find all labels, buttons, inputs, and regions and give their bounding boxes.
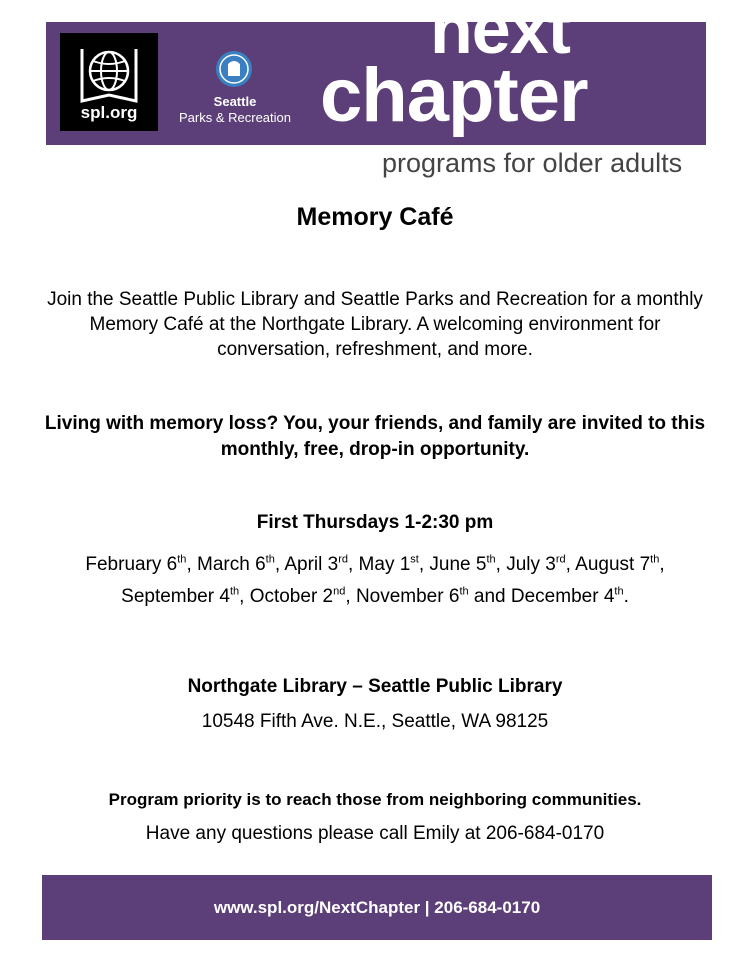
parks-recreation-logo (170, 50, 300, 130)
date-item (197, 554, 284, 575)
date-separator: , (495, 554, 507, 576)
invitation-paragraph: Living with memory loss? You, your friends, and family are invited to this monthly, free, drop-in opportunity. (44, 413, 706, 460)
date-ordinal: th (265, 554, 275, 566)
date-text: April 3 (284, 554, 339, 576)
date-item (85, 554, 197, 575)
page-title: Memory Café (296, 203, 454, 231)
date-item (506, 554, 575, 575)
date-text: February 6 (85, 554, 178, 576)
date-item (429, 554, 506, 575)
date-text: September 4 (121, 585, 230, 607)
date-separator: and (468, 585, 511, 607)
date-separator: , (659, 554, 665, 576)
contact-line: Have any questions please call Emily at 206-684-0170 (145, 823, 605, 844)
brand-word-next: next (430, 0, 570, 68)
date-text: December 4 (510, 585, 615, 607)
date-ordinal: st (410, 554, 419, 566)
date-ordinal: th (486, 554, 496, 566)
date-text: November 6 (355, 585, 460, 607)
date-separator: , (565, 554, 576, 576)
footer-bar: www.spl.org/NextChapter | 206-684-0170 (42, 875, 712, 940)
city-seal-icon (215, 50, 253, 88)
date-separator: , (418, 554, 430, 576)
date-separator: , (345, 585, 356, 607)
spl-logo (60, 33, 158, 131)
date-ordinal: nd (333, 585, 346, 598)
date-text: July 3 (506, 554, 556, 576)
date-text: June 5 (429, 554, 487, 576)
date-text: March 6 (197, 554, 266, 576)
spl-logo-text: spl.org (80, 103, 138, 122)
date-separator: , (239, 585, 250, 607)
venue-name: Northgate Library – Seattle Public Library (187, 676, 563, 697)
date-ordinal: th (614, 585, 624, 598)
date-separator: , (274, 554, 285, 576)
date-text: October 2 (249, 585, 334, 607)
date-item (575, 554, 664, 575)
date-separator: , (186, 554, 197, 576)
date-item (359, 554, 430, 575)
parks-logo-line1: Seattle (213, 94, 257, 109)
date-item (356, 586, 511, 607)
date-ordinal: th (229, 585, 240, 598)
venue-address: 10548 Fifth Ave. N.E., Seattle, WA 98125 (201, 711, 549, 732)
date-ordinal: th (177, 554, 187, 566)
date-ordinal: th (650, 554, 660, 566)
parks-logo-line2: Parks & Recreation (179, 110, 291, 125)
date-text: August 7 (575, 554, 651, 576)
date-item (511, 586, 629, 607)
globe-book-icon (80, 43, 138, 105)
date-text: May 1 (358, 554, 411, 576)
schedule-heading: First Thursdays 1-2:30 pm (256, 512, 494, 533)
brand-word-chapter: chapter (320, 53, 588, 138)
date-ordinal: rd (338, 554, 348, 566)
date-ordinal: th (459, 585, 469, 598)
date-separator: , (347, 554, 359, 576)
priority-note: Program priority is to reach those from neighboring communities. (108, 790, 642, 809)
brand-tagline: programs for older adults (382, 148, 683, 178)
date-item (121, 586, 250, 607)
date-separator: . (623, 585, 629, 607)
date-item (284, 554, 358, 575)
date-ordinal: rd (555, 554, 566, 566)
intro-paragraph: Join the Seattle Public Library and Seattle Parks and Recreation for a monthly Memory Café at the Northgate Library. A welcoming environment for conversation, refreshment, and more. (47, 289, 703, 360)
date-item (250, 586, 356, 607)
schedule-dates (70, 547, 680, 610)
